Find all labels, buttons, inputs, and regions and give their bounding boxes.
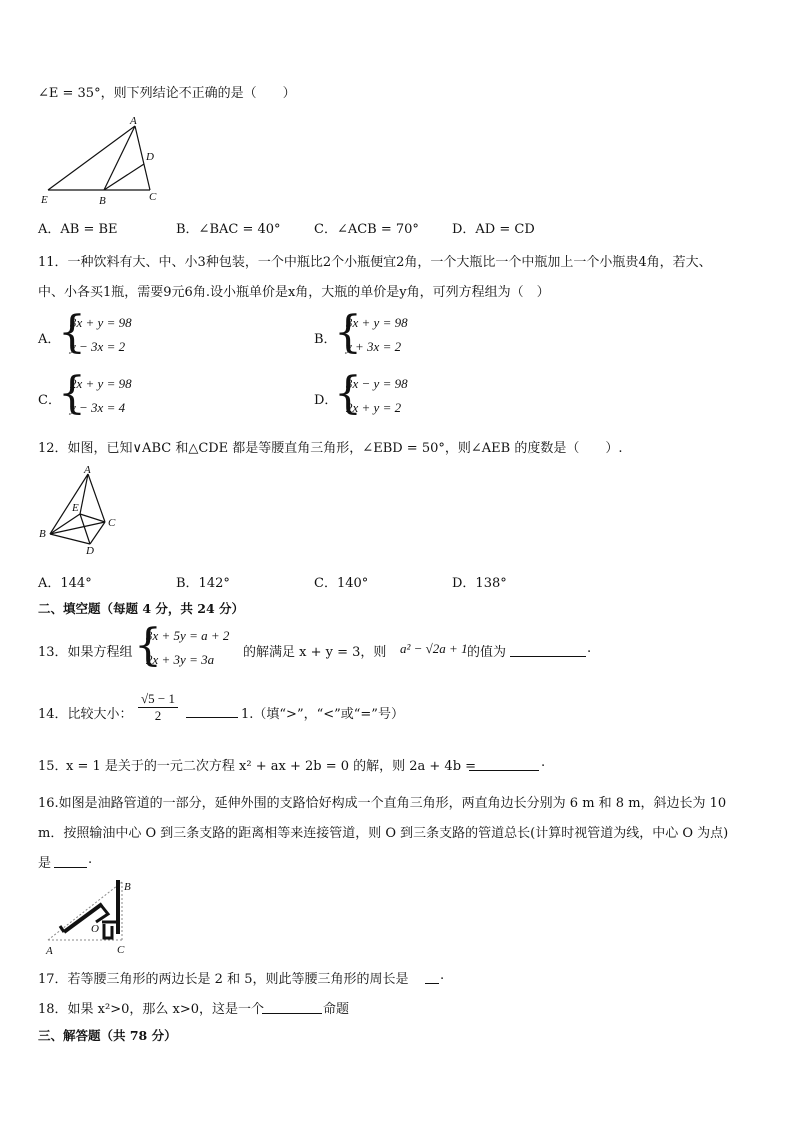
q11-option-d-label: D． [314,393,338,408]
q11-option-b-brace: { [334,307,362,358]
q16-line2: m．按照输油中心 O 到三条支路的距离相等来连接管道，则 O 到三条支路的管道总长(计算时视管道为线，中心 O 为点) [38,826,729,841]
q13-middle: 的解满足 x + y = 3，则 [243,645,387,660]
q15-number: 15． [38,759,68,774]
q10-label-d: D [146,151,154,163]
q12-label-e: E [72,502,79,514]
q14-prefix: 14．比较大小： [38,707,133,722]
q11-stem-line1: 11．一种饮料有大、中、小3种包装，一个中瓶比2个小瓶便宜2角，一个大瓶比一个中瓶加上一个小瓶贵4角，若大、 [38,255,712,270]
section-3-heading: 三、解答题（共 78 分） [38,1028,177,1043]
q11-stem-line2: 中、小各买1瓶，需要9元6角.设小瓶单价是x角，大瓶的单价是y角，可列方程组为（ ） [38,285,550,300]
q13-expr: a² − √2a + 1 [400,641,468,656]
q11-option-a-label: A． [38,332,61,347]
q10-option-a: A．AB = BE [38,222,118,237]
q12-option-a: A．144° [38,576,92,591]
q11-option-b-eq1: 3x + y = 98 [346,315,408,330]
q14-suffix: 1.（填“>”，“<”或“=”号） [241,707,404,722]
q11-option-b-eq2: y + 3x = 2 [346,339,402,354]
q11-option-d-eq1: 3x − y = 98 [346,376,408,391]
q14-numerator: √5 − 1 [138,691,178,708]
q11-option-d-brace: { [334,368,362,419]
q16-line3: 是 [38,856,52,871]
q15-answer-blank[interactable] [469,757,539,771]
q16-line1: 16.如图是油路管道的一部分，延伸外围的支路恰好构成一个直角三角形，两直角边长分别为 6 m 和 8 m，斜边长为 10 [38,796,727,811]
q18-prefix: 18．如果 x²>0，那么 x>0，这是一个 [38,1002,265,1017]
q12-label-c: C [108,517,116,529]
q10-label-c: C [149,191,157,203]
q11-option-d-eq2: 2x + y = 2 [346,400,402,415]
q13-answer-blank[interactable] [510,643,586,657]
q12-option-b: B．142° [176,576,230,591]
q13-prefix: 13．如果方程组 [38,645,133,660]
q15-stem: x = 1 是关于的一元二次方程 x² + ax + 2b = 0 的解，则 2a + 4b = [66,759,477,774]
q16-label-c: C [117,944,125,956]
q17-tail: . [440,968,445,983]
q10-option-d: D．AD = CD [452,222,535,237]
q10-label-b: B [99,195,106,206]
q16-figure [42,874,142,960]
q16-period: . [88,852,93,867]
q13-brace: { [134,620,162,671]
q14-denominator: 2 [154,708,162,723]
q12-stem: 12．如图，已知∨ABC 和△CDE 都是等腰直角三角形，∠EBD = 50°，则∠AEB 的度数是（ ）. [38,441,623,456]
q16-answer-blank[interactable] [54,854,87,868]
q14-fraction [138,691,178,724]
q13-period: . [587,641,592,656]
q15-tail: . [541,755,546,770]
q12-option-d: D．138° [452,576,507,591]
q16-label-b: B [124,881,131,893]
q12-figure [38,464,128,558]
q18-answer-blank[interactable] [262,1000,322,1014]
q12-option-c: C．140° [314,576,369,591]
q13-eq1: 3x + 5y = a + 2 [146,628,230,643]
q11-option-c-eq1: 2x + y = 98 [70,376,132,391]
q13-suffix: 的值为 [467,645,507,660]
q10-label-e: E [41,194,48,206]
q11-option-a-eq1: 3x + y = 98 [70,315,132,330]
q10-figure [38,114,168,206]
q12-label-a: A [84,464,91,476]
q13-eq2: 2x + 3y = 3a [146,652,215,667]
q18-suffix: 命题 [323,1002,350,1017]
q12-label-d: D [86,545,94,557]
q10-option-b: B．∠BAC = 40° [176,222,281,237]
q11-option-c-brace: { [58,368,86,419]
q11-option-c-eq2: y − 3x = 4 [70,400,126,415]
q16-label-a: A [46,945,53,957]
q14-answer-blank[interactable] [186,704,238,718]
q11-option-c-label: C． [38,393,61,408]
q12-label-b: B [39,528,46,540]
q17-stem: 17．若等腰三角形的两边长是 2 和 5，则此等腰三角形的周长是 [38,972,409,987]
q10-stem: ∠E = 35°，则下列结论不正确的是（ ） [38,86,296,101]
q16-label-o: O [91,923,99,935]
q11-option-a-eq2: y − 3x = 2 [70,339,126,354]
section-2-heading: 二、填空题（每题 4 分，共 24 分） [38,601,245,616]
q10-option-c: C．∠ACB = 70° [314,222,419,237]
q11-option-a-brace: { [58,307,86,358]
q11-option-b-label: B． [314,332,337,347]
q17-answer-blank[interactable] [425,970,439,984]
q10-label-a: A [130,115,137,127]
